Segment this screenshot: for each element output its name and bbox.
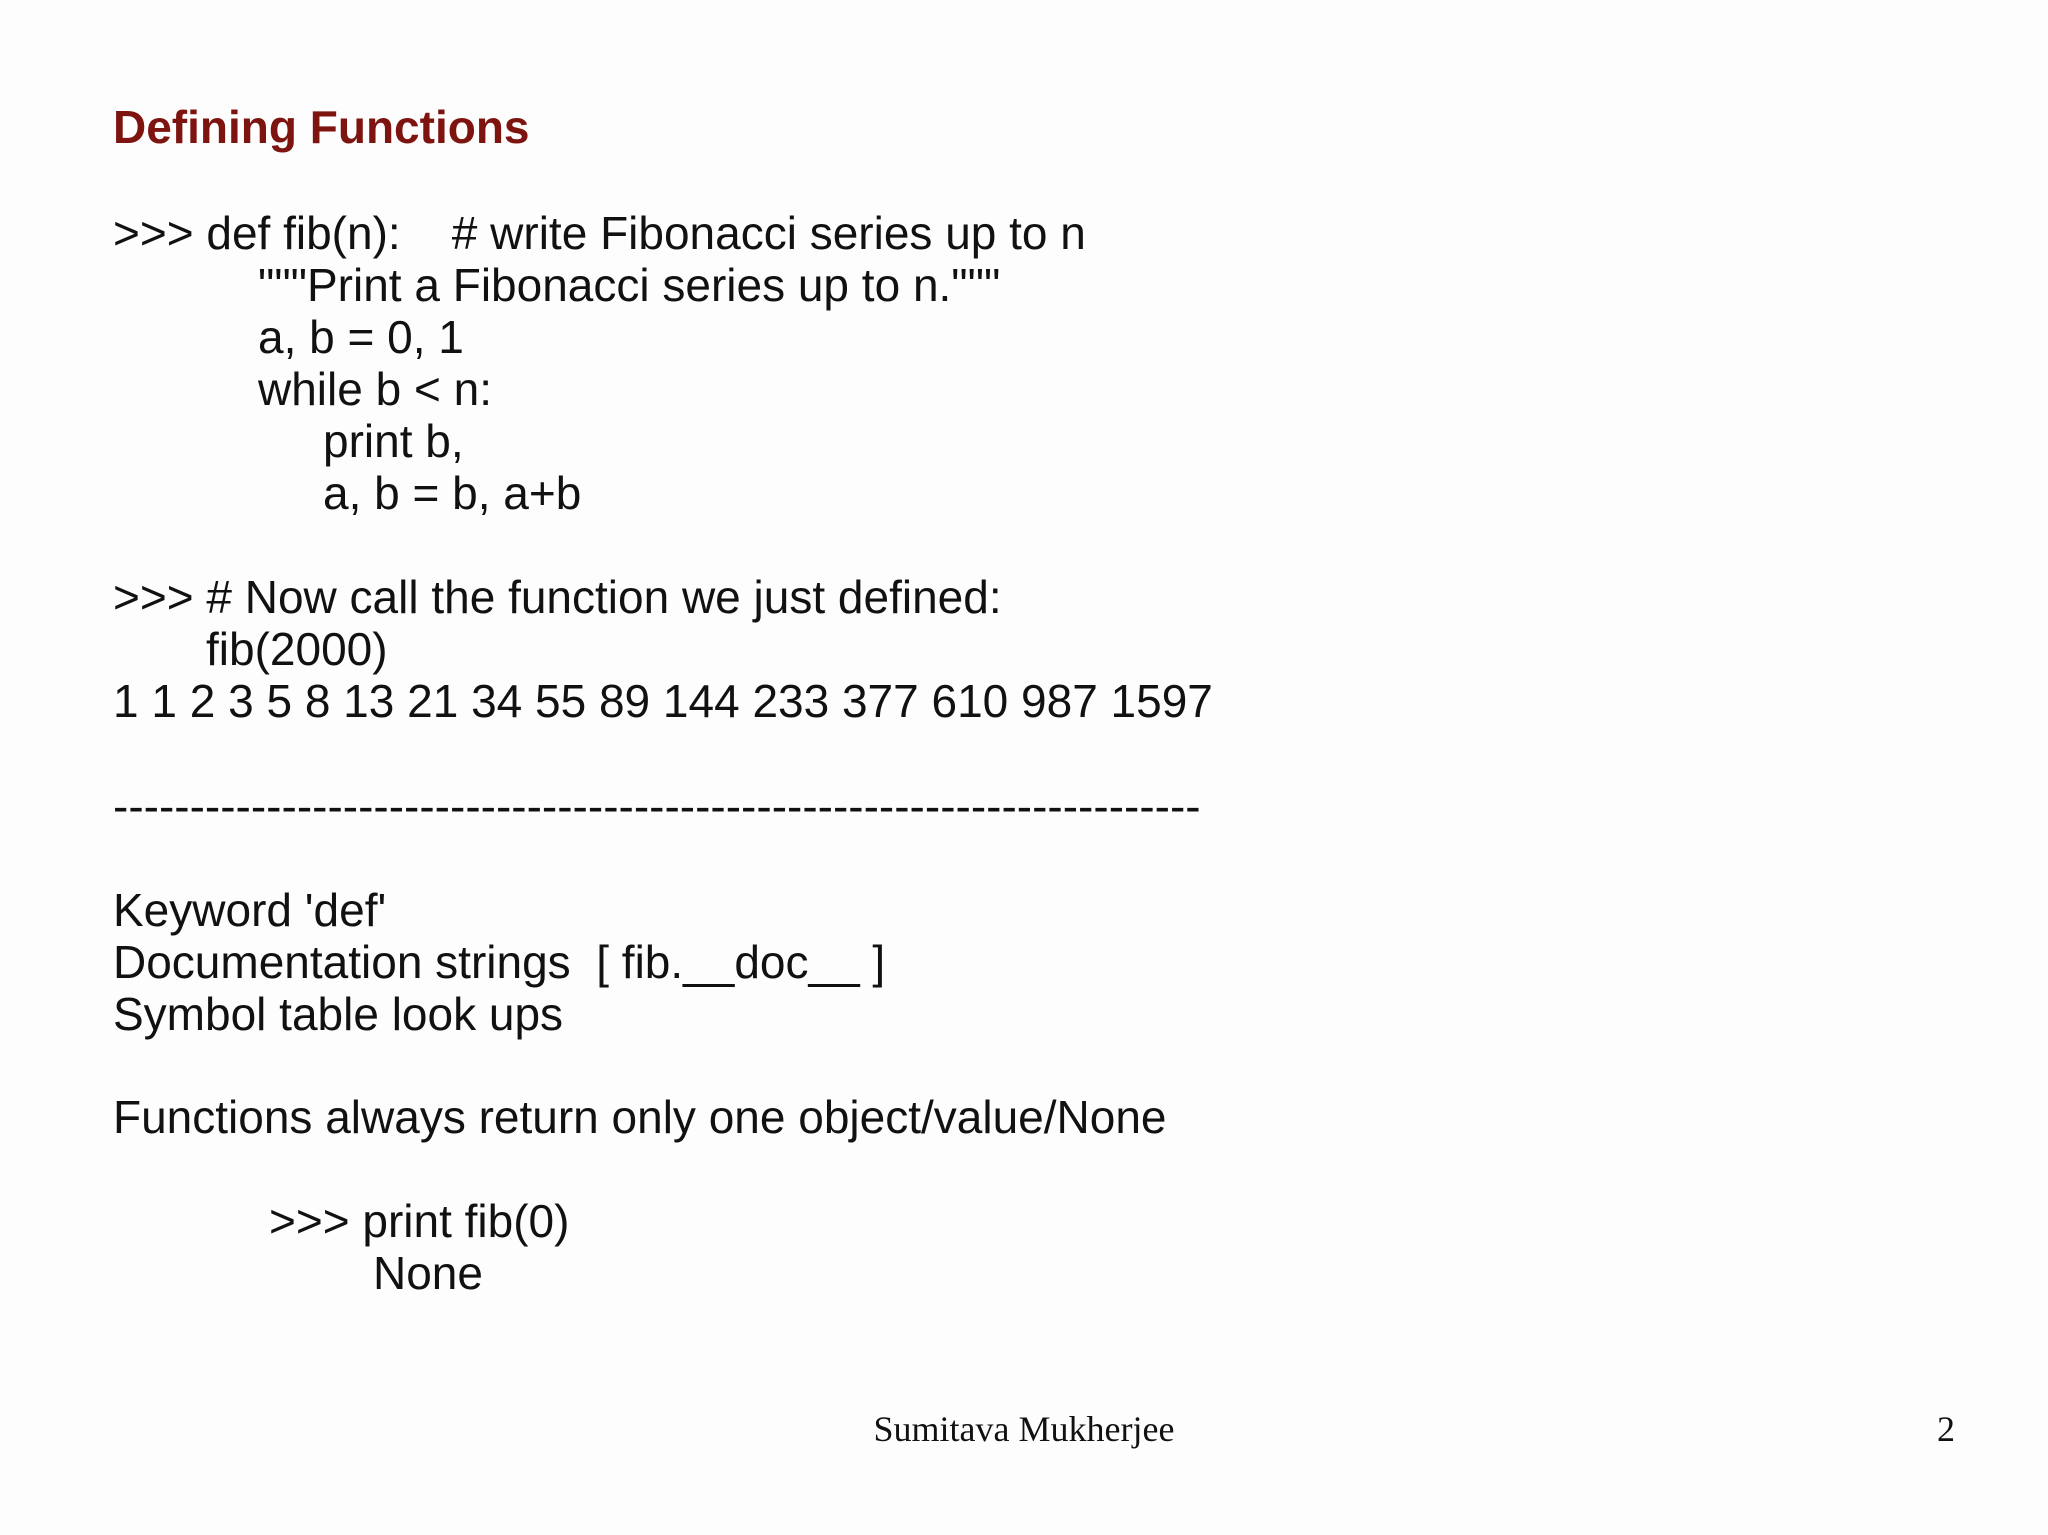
code-call-comment: >>> # Now call the function we just defined: <box>113 571 1002 623</box>
code-call: fib(2000) <box>206 623 388 675</box>
separator: ----------------------------------------------------------------------- <box>113 780 1201 832</box>
note-symbol-table: Symbol table look ups <box>113 988 564 1040</box>
code-output: 1 1 2 3 5 8 13 21 34 55 89 144 233 377 610 987 1597 <box>113 675 1213 727</box>
code-update: a, b = b, a+b <box>323 467 582 519</box>
note-keyword: Keyword 'def' <box>113 884 387 936</box>
code-def-line: >>> def fib(n): # write Fibonacci series up to n <box>113 207 1086 259</box>
code-assign: a, b = 0, 1 <box>258 311 464 363</box>
code-print: print b, <box>323 415 464 467</box>
example-prompt: >>> print fib(0) <box>269 1195 570 1247</box>
note-doc-strings: Documentation strings [ fib.__doc__ ] <box>113 936 886 988</box>
example-result: None <box>373 1247 483 1299</box>
note-returns: Functions always return only one object/value/None <box>113 1091 1167 1143</box>
footer-author: Sumitava Mukherjee <box>873 1409 1175 1449</box>
code-while: while b < n: <box>258 363 492 415</box>
code-docstring: """Print a Fibonacci series up to n.""" <box>258 259 1001 311</box>
slide-title: Defining Functions <box>113 101 530 153</box>
page-number: 2 <box>1937 1409 1955 1449</box>
